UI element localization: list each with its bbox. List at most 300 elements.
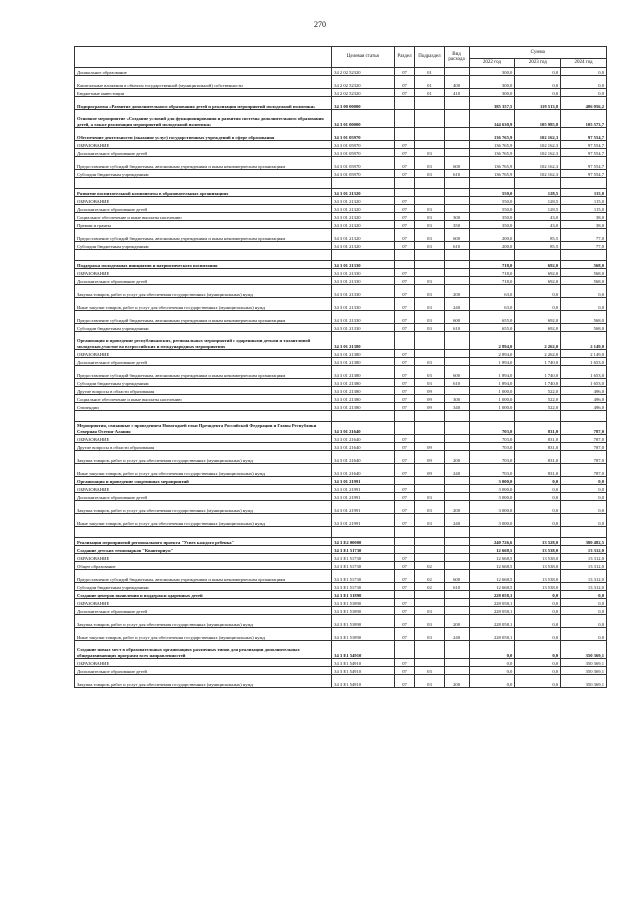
table-header bbox=[75, 47, 607, 68]
row-sum-2022: 228 058,1 bbox=[469, 591, 515, 599]
row-sum-2024: 0,0 bbox=[561, 298, 607, 311]
empty-cell bbox=[469, 178, 515, 189]
row-sum-2023: 43,0 bbox=[515, 221, 561, 229]
row-sum-2023: 692,0 bbox=[515, 261, 561, 269]
row-name: Организация и проведение спортивных мероприятий bbox=[75, 477, 332, 485]
row-target-code: 34 3 01 05970 bbox=[332, 128, 394, 141]
row-subsection bbox=[415, 485, 444, 493]
row-subsection: 03 bbox=[415, 493, 444, 501]
row-sum-2023: 831,0 bbox=[515, 422, 561, 435]
row-target-code: 34 3 01 21320 bbox=[332, 242, 394, 250]
row-name: Дополнительное образование детей bbox=[75, 493, 332, 501]
row-subsection: 03 bbox=[415, 324, 444, 332]
row-section: 07 bbox=[394, 387, 415, 395]
row-sum-2022: 63,0 bbox=[469, 298, 515, 311]
row-target-code: 34 3 E1 51730 bbox=[332, 546, 394, 554]
row-sum-2022: 136 765,9 bbox=[469, 170, 515, 178]
row-target-code: 34 3 01 05970 bbox=[332, 157, 394, 170]
table-row bbox=[75, 422, 607, 435]
row-subsection bbox=[415, 110, 444, 128]
row-sum-2023: 0,0 bbox=[515, 89, 561, 97]
row-expense-kind: 340 bbox=[444, 403, 469, 411]
row-sum-2023: 831,0 bbox=[515, 435, 561, 443]
row-expense-kind: 350 bbox=[444, 221, 469, 229]
empty-cell bbox=[75, 527, 332, 538]
row-expense-kind: 610 bbox=[444, 583, 469, 591]
row-section: 07 bbox=[394, 350, 415, 358]
row-expense-kind: 600 bbox=[444, 229, 469, 242]
row-subsection bbox=[415, 591, 444, 599]
row-sum-2024: 115,0 bbox=[561, 205, 607, 213]
header-name bbox=[75, 47, 332, 68]
empty-cell bbox=[332, 250, 394, 261]
row-expense-kind: 200 bbox=[444, 451, 469, 464]
table-row bbox=[75, 607, 607, 615]
row-subsection: 03 bbox=[415, 170, 444, 178]
empty-cell bbox=[469, 411, 515, 422]
row-section: 07 bbox=[394, 599, 415, 607]
empty-cell bbox=[75, 250, 332, 261]
row-subsection bbox=[415, 128, 444, 141]
row-sum-2024: 0,0 bbox=[561, 89, 607, 97]
row-name: Создание центров выявления и поддержки одаренных детей bbox=[75, 591, 332, 599]
row-sum-2023: 692,0 bbox=[515, 269, 561, 277]
row-expense-kind bbox=[444, 493, 469, 501]
header-year-2024: 2024 год bbox=[561, 59, 607, 68]
row-subsection: 03 bbox=[415, 221, 444, 229]
table-row bbox=[75, 110, 607, 128]
row-section: 07 bbox=[394, 615, 415, 628]
row-sum-2023: 522,0 bbox=[515, 395, 561, 403]
row-sum-2022: 12 668,5 bbox=[469, 570, 515, 583]
row-sum-2023: 0,0 bbox=[515, 477, 561, 485]
row-subsection: 03 bbox=[415, 615, 444, 628]
row-name: Дополнительное образование детей bbox=[75, 607, 332, 615]
row-sum-2023: 1 740,0 bbox=[515, 358, 561, 366]
row-section: 07 bbox=[394, 403, 415, 411]
row-sum-2022: 703,0 bbox=[469, 443, 515, 451]
row-target-code: 34 3 01 21640 bbox=[332, 464, 394, 477]
row-subsection: 02 bbox=[415, 583, 444, 591]
row-expense-kind bbox=[444, 659, 469, 667]
row-sum-2023: 692,0 bbox=[515, 311, 561, 324]
row-subsection: 03 bbox=[415, 514, 444, 527]
row-sum-2023: 13 528,0 bbox=[515, 538, 561, 546]
row-sum-2022: 3 000,0 bbox=[469, 493, 515, 501]
row-target-code: 34 3 E1 51730 bbox=[332, 570, 394, 583]
row-subsection: 01 bbox=[415, 89, 444, 97]
row-section: 07 bbox=[394, 562, 415, 570]
row-section: 07 bbox=[394, 607, 415, 615]
row-sum-2022: 3 000,0 bbox=[469, 477, 515, 485]
row-section bbox=[394, 189, 415, 197]
row-sum-2024: 77,0 bbox=[561, 229, 607, 242]
row-subsection bbox=[415, 197, 444, 205]
row-sum-2023: 0,0 bbox=[515, 641, 561, 659]
row-subsection bbox=[415, 350, 444, 358]
header-kind: Вид расхода bbox=[444, 47, 469, 68]
row-sum-2022: 136 765,9 bbox=[469, 149, 515, 157]
row-subsection bbox=[415, 332, 444, 350]
row-sum-2024: 38,0 bbox=[561, 221, 607, 229]
row-sum-2022: 228 058,1 bbox=[469, 599, 515, 607]
row-expense-kind bbox=[444, 128, 469, 141]
row-section: 07 bbox=[394, 213, 415, 221]
row-sum-2024: 568,0 bbox=[561, 269, 607, 277]
row-sum-2022: 1 000,0 bbox=[469, 387, 515, 395]
row-sum-2024: 97 554,7 bbox=[561, 149, 607, 157]
row-subsection: 03 bbox=[415, 229, 444, 242]
row-sum-2023: 128,5 bbox=[515, 189, 561, 197]
row-sum-2024: 13 312,0 bbox=[561, 546, 607, 554]
row-sum-2024: 77,0 bbox=[561, 242, 607, 250]
row-target-code: 34 3 01 21380 bbox=[332, 403, 394, 411]
budget-table bbox=[74, 46, 607, 688]
row-sum-2024: 0,0 bbox=[561, 477, 607, 485]
row-expense-kind: 240 bbox=[444, 514, 469, 527]
row-subsection bbox=[415, 261, 444, 269]
empty-cell bbox=[469, 250, 515, 261]
row-sum-2024: 568,0 bbox=[561, 261, 607, 269]
empty-cell bbox=[444, 178, 469, 189]
table-row bbox=[75, 89, 607, 97]
row-target-code: 34 3 01 21991 bbox=[332, 477, 394, 485]
row-sum-2024: 486 056,2 bbox=[561, 97, 607, 110]
empty-cell bbox=[415, 411, 444, 422]
row-section bbox=[394, 477, 415, 485]
row-sum-2023: 13 538,0 bbox=[515, 546, 561, 554]
row-expense-kind bbox=[444, 546, 469, 554]
row-sum-2022: 200,0 bbox=[469, 242, 515, 250]
row-section bbox=[394, 591, 415, 599]
row-target-code: 34 3 E1 51730 bbox=[332, 554, 394, 562]
row-section: 07 bbox=[394, 157, 415, 170]
row-subsection bbox=[415, 659, 444, 667]
row-sum-2024: 1 653,0 bbox=[561, 379, 607, 387]
table-row bbox=[75, 128, 607, 141]
row-sum-2024: 787,0 bbox=[561, 443, 607, 451]
row-sum-2022: 136 765,9 bbox=[469, 128, 515, 141]
row-section: 07 bbox=[394, 493, 415, 501]
empty-cell bbox=[332, 527, 394, 538]
row-target-code: 34 3 01 21320 bbox=[332, 213, 394, 221]
empty-cell bbox=[444, 411, 469, 422]
row-name: Закупка товаров, работ и услуг для обеспечения государственных (муниципальных) нужд bbox=[75, 285, 332, 298]
row-expense-kind bbox=[444, 68, 469, 76]
row-sum-2023: 692,0 bbox=[515, 324, 561, 332]
row-target-code: 34 3 01 21640 bbox=[332, 422, 394, 435]
row-subsection: 03 bbox=[415, 242, 444, 250]
row-name: Премии и гранты bbox=[75, 221, 332, 229]
row-sum-2024: 13 312,0 bbox=[561, 562, 607, 570]
table-spacer-row bbox=[75, 250, 607, 261]
row-expense-kind: 300 bbox=[444, 213, 469, 221]
row-sum-2022: 228 058,1 bbox=[469, 615, 515, 628]
row-expense-kind bbox=[444, 97, 469, 110]
row-sum-2022: 703,0 bbox=[469, 422, 515, 435]
row-section: 07 bbox=[394, 435, 415, 443]
empty-cell bbox=[332, 178, 394, 189]
table-row bbox=[75, 443, 607, 451]
row-expense-kind: 200 bbox=[444, 501, 469, 514]
row-expense-kind bbox=[444, 332, 469, 350]
row-target-code: 34 2 02 52320 bbox=[332, 76, 394, 89]
row-target-code: 34 3 01 21320 bbox=[332, 221, 394, 229]
row-sum-2022: 300,0 bbox=[469, 76, 515, 89]
row-sum-2022: 300,0 bbox=[469, 68, 515, 76]
table-row bbox=[75, 451, 607, 464]
row-sum-2024: 97 554,7 bbox=[561, 141, 607, 149]
row-name: ОБРАЗОВАНИЕ bbox=[75, 350, 332, 358]
row-expense-kind: 240 bbox=[444, 464, 469, 477]
row-name: Социальное обеспечение и иные выплаты населению bbox=[75, 395, 332, 403]
header-subsection: Подраздел bbox=[415, 47, 444, 68]
row-section bbox=[394, 641, 415, 659]
row-sum-2023: 831,0 bbox=[515, 443, 561, 451]
row-sum-2023: 0,0 bbox=[515, 68, 561, 76]
table-row bbox=[75, 403, 607, 411]
row-name: Мероприятия, связанные с проведением Новогодней елки Президента Российской Федерации и Главы Республики Северная Осетия-Алания bbox=[75, 422, 332, 435]
row-subsection bbox=[415, 141, 444, 149]
row-section: 07 bbox=[394, 583, 415, 591]
empty-cell bbox=[75, 178, 332, 189]
row-sum-2023: 0,0 bbox=[515, 667, 561, 675]
row-expense-kind bbox=[444, 443, 469, 451]
row-sum-2024: 2 149,0 bbox=[561, 332, 607, 350]
row-sum-2024: 787,0 bbox=[561, 422, 607, 435]
empty-cell bbox=[332, 411, 394, 422]
row-sum-2022: 703,0 bbox=[469, 435, 515, 443]
row-subsection bbox=[415, 435, 444, 443]
row-name: Иные закупки товаров, работ и услуг для обеспечения государственных (муниципальных) нужд bbox=[75, 298, 332, 311]
row-sum-2024: 105 573,7 bbox=[561, 110, 607, 128]
header-year-2022: 2022 год bbox=[469, 59, 515, 68]
row-section: 07 bbox=[394, 269, 415, 277]
row-sum-2022: 12 668,5 bbox=[469, 554, 515, 562]
row-name: Бюджетные инвестиции bbox=[75, 89, 332, 97]
row-target-code: 34 3 01 21380 bbox=[332, 395, 394, 403]
row-sum-2022: 136 765,9 bbox=[469, 141, 515, 149]
row-expense-kind: 240 bbox=[444, 298, 469, 311]
row-sum-2024: 350 369,1 bbox=[561, 659, 607, 667]
row-sum-2024: 0,0 bbox=[561, 68, 607, 76]
row-target-code: 34 3 E1 54910 bbox=[332, 667, 394, 675]
row-sum-2022: 718,0 bbox=[469, 277, 515, 285]
row-name: Субсидии бюджетным учреждениям bbox=[75, 379, 332, 387]
row-target-code: 34 3 01 21991 bbox=[332, 485, 394, 493]
row-name: Поддержка молодежных инициатив и патриотического воспитания bbox=[75, 261, 332, 269]
row-sum-2024: 787,0 bbox=[561, 464, 607, 477]
empty-cell bbox=[415, 527, 444, 538]
row-sum-2024: 1 653,0 bbox=[561, 358, 607, 366]
row-sum-2023: 105 985,8 bbox=[515, 110, 561, 128]
row-name: Предоставление субсидий бюджетным, автономным учреждениям и иным некоммерческим организациям bbox=[75, 229, 332, 242]
row-subsection: 03 bbox=[415, 366, 444, 379]
row-target-code: 34 3 01 21330 bbox=[332, 277, 394, 285]
row-section: 07 bbox=[394, 221, 415, 229]
row-sum-2023: 102 162,3 bbox=[515, 157, 561, 170]
table-row bbox=[75, 358, 607, 366]
row-sum-2024: 97 554,7 bbox=[561, 170, 607, 178]
row-target-code: 34 3 01 05970 bbox=[332, 149, 394, 157]
row-sum-2022: 144 630,9 bbox=[469, 110, 515, 128]
row-expense-kind: 610 bbox=[444, 324, 469, 332]
row-sum-2022: 136 765,9 bbox=[469, 157, 515, 170]
row-sum-2023: 0,0 bbox=[515, 76, 561, 89]
row-expense-kind: 610 bbox=[444, 242, 469, 250]
row-sum-2022: 1 000,0 bbox=[469, 395, 515, 403]
row-subsection bbox=[415, 97, 444, 110]
empty-cell bbox=[394, 250, 415, 261]
row-subsection: 03 bbox=[415, 607, 444, 615]
row-section: 07 bbox=[394, 358, 415, 366]
row-section: 07 bbox=[394, 89, 415, 97]
row-expense-kind bbox=[444, 667, 469, 675]
table-row bbox=[75, 285, 607, 298]
row-sum-2022: 718,0 bbox=[469, 261, 515, 269]
row-name: Дополнительное образование детей bbox=[75, 667, 332, 675]
table-row bbox=[75, 599, 607, 607]
row-section bbox=[394, 261, 415, 269]
empty-cell bbox=[515, 250, 561, 261]
row-name: Дополнительное образование детей bbox=[75, 277, 332, 285]
row-section: 07 bbox=[394, 197, 415, 205]
row-section: 07 bbox=[394, 514, 415, 527]
table-row bbox=[75, 332, 607, 350]
row-target-code: 34 3 01 05970 bbox=[332, 141, 394, 149]
row-sum-2024: 350 369,1 bbox=[561, 641, 607, 659]
row-subsection: 03 bbox=[415, 213, 444, 221]
empty-cell bbox=[415, 250, 444, 261]
row-name: Предоставление субсидий бюджетным, автономным учреждениям и иным некоммерческим организациям bbox=[75, 157, 332, 170]
row-subsection bbox=[415, 546, 444, 554]
row-target-code: 34 3 01 21330 bbox=[332, 269, 394, 277]
row-expense-kind: 600 bbox=[444, 366, 469, 379]
row-subsection bbox=[415, 189, 444, 197]
row-sum-2022: 200,0 bbox=[469, 229, 515, 242]
row-sum-2023: 85,5 bbox=[515, 242, 561, 250]
row-name: ОБРАЗОВАНИЕ bbox=[75, 554, 332, 562]
row-expense-kind bbox=[444, 387, 469, 395]
table-row bbox=[75, 641, 607, 659]
row-name: Субсидии бюджетным учреждениям bbox=[75, 242, 332, 250]
empty-cell bbox=[469, 527, 515, 538]
row-sum-2022: 12 668,5 bbox=[469, 583, 515, 591]
row-target-code: 34 2 02 52320 bbox=[332, 68, 394, 76]
row-sum-2022: 0,0 bbox=[469, 641, 515, 659]
row-section bbox=[394, 332, 415, 350]
row-sum-2022: 1 894,0 bbox=[469, 379, 515, 387]
row-name: Закупка товаров, работ и услуг для обеспечения государственных (муниципальных) нужд bbox=[75, 675, 332, 688]
row-sum-2023: 0,0 bbox=[515, 493, 561, 501]
row-name: Закупка товаров, работ и услуг для обеспечения государственных (муниципальных) нужд bbox=[75, 615, 332, 628]
table-row bbox=[75, 213, 607, 221]
row-name: ОБРАЗОВАНИЕ bbox=[75, 435, 332, 443]
row-name: ОБРАЗОВАНИЕ bbox=[75, 659, 332, 667]
row-sum-2022: 550,0 bbox=[469, 189, 515, 197]
row-name: Иные закупки товаров, работ и услуг для обеспечения государственных (муниципальных) нужд bbox=[75, 628, 332, 641]
row-sum-2022: 2 894,0 bbox=[469, 332, 515, 350]
row-expense-kind bbox=[444, 269, 469, 277]
row-subsection: 09 bbox=[415, 387, 444, 395]
row-name: Предоставление субсидий бюджетным, автономным учреждениям и иным некоммерческим организациям bbox=[75, 366, 332, 379]
row-target-code: 34 3 01 21330 bbox=[332, 311, 394, 324]
row-sum-2024: 38,0 bbox=[561, 213, 607, 221]
table-row bbox=[75, 485, 607, 493]
row-sum-2022: 385 357,5 bbox=[469, 97, 515, 110]
row-sum-2024: 0,0 bbox=[561, 615, 607, 628]
row-name: Предоставление субсидий бюджетным, автономным учреждениям и иным некоммерческим организациям bbox=[75, 570, 332, 583]
table-row bbox=[75, 141, 607, 149]
row-sum-2023: 13 538,0 bbox=[515, 570, 561, 583]
row-sum-2024: 0,0 bbox=[561, 514, 607, 527]
table-row bbox=[75, 269, 607, 277]
header-year-2023: 2023 год bbox=[515, 59, 561, 68]
row-sum-2023: 102 162,3 bbox=[515, 149, 561, 157]
row-name: Субсидии бюджетным учреждениям bbox=[75, 170, 332, 178]
row-name: Закупка товаров, работ и услуг для обеспечения государственных (муниципальных) нужд bbox=[75, 501, 332, 514]
row-name: Иные закупки товаров, работ и услуг для обеспечения государственных (муниципальных) нужд bbox=[75, 514, 332, 527]
page-number: 270 bbox=[314, 20, 326, 29]
table-row bbox=[75, 324, 607, 332]
empty-cell bbox=[444, 527, 469, 538]
row-target-code: 34 3 01 21380 bbox=[332, 387, 394, 395]
table-row bbox=[75, 68, 607, 76]
table-spacer-row bbox=[75, 527, 607, 538]
row-target-code: 34 3 01 21330 bbox=[332, 261, 394, 269]
row-sum-2023: 0,0 bbox=[515, 675, 561, 688]
row-target-code: 34 3 E1 51890 bbox=[332, 599, 394, 607]
row-subsection bbox=[415, 599, 444, 607]
row-expense-kind: 400 bbox=[444, 76, 469, 89]
row-target-code: 34 3 01 21991 bbox=[332, 514, 394, 527]
row-sum-2023: 0,0 bbox=[515, 615, 561, 628]
row-subsection: 02 bbox=[415, 570, 444, 583]
row-sum-2023: 1 740,0 bbox=[515, 366, 561, 379]
row-target-code: 34 3 01 21320 bbox=[332, 229, 394, 242]
row-expense-kind bbox=[444, 562, 469, 570]
row-expense-kind: 600 bbox=[444, 570, 469, 583]
row-expense-kind bbox=[444, 141, 469, 149]
table-row bbox=[75, 197, 607, 205]
row-subsection: 09 bbox=[415, 395, 444, 403]
row-expense-kind: 300 bbox=[444, 395, 469, 403]
row-subsection: 01 bbox=[415, 76, 444, 89]
empty-cell bbox=[561, 178, 607, 189]
row-section: 07 bbox=[394, 141, 415, 149]
row-name: Организация и проведение республиканских, региональных мероприятий с одаренными детьми и талантливой молодежью,участие во всероссийских и международных мероприятиях bbox=[75, 332, 332, 350]
table-row bbox=[75, 277, 607, 285]
row-subsection: 09 bbox=[415, 443, 444, 451]
row-sum-2022: 0,0 bbox=[469, 675, 515, 688]
row-sum-2022: 12 668,5 bbox=[469, 546, 515, 554]
row-expense-kind bbox=[444, 261, 469, 269]
row-expense-kind: 240 bbox=[444, 628, 469, 641]
row-name: Стипендии bbox=[75, 403, 332, 411]
row-sum-2024: 97 554,7 bbox=[561, 128, 607, 141]
table-row bbox=[75, 493, 607, 501]
row-section: 07 bbox=[394, 149, 415, 157]
row-sum-2023: 0,0 bbox=[515, 501, 561, 514]
row-subsection bbox=[415, 477, 444, 485]
row-section: 07 bbox=[394, 451, 415, 464]
row-target-code: 34 3 01 21991 bbox=[332, 493, 394, 501]
row-target-code: 34 3 01 00000 bbox=[332, 110, 394, 128]
row-sum-2024: 13 312,0 bbox=[561, 570, 607, 583]
row-sum-2022: 228 058,1 bbox=[469, 628, 515, 641]
row-sum-2024: 350 369,1 bbox=[561, 675, 607, 688]
header-code: Целевая статья bbox=[332, 47, 394, 68]
